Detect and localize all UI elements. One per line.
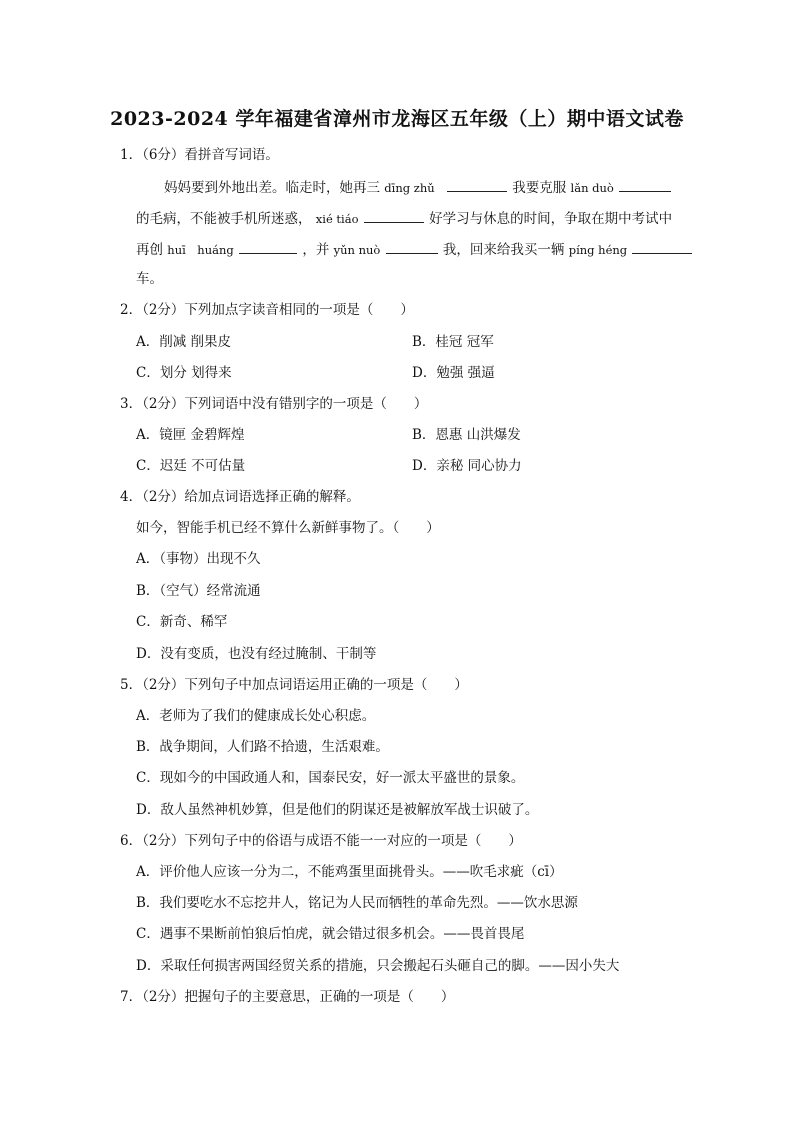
q1-text: 再创 bbox=[136, 242, 163, 258]
q4-option-b[interactable]: B．（空气）经常流通 bbox=[136, 583, 261, 599]
q1-text: 的毛病，不能被手机所迷惑， bbox=[136, 211, 312, 227]
question-4-stem: 4．（2分）给加点词语选择正确的解释。 bbox=[120, 489, 360, 505]
pinyin-dingzhu: dīng zhǔ bbox=[384, 181, 435, 195]
q1-text: 妈妈要到外地出差。临走时，她再三 bbox=[164, 180, 380, 196]
q4-sentence: 如今，智能手机已经不算什么新鲜事物了。（ ） bbox=[136, 520, 440, 536]
q3-option-c[interactable]: C．迟廷 不可估量 bbox=[136, 458, 246, 474]
q1-text: 我，回来给我买一辆 bbox=[442, 242, 565, 258]
question-1-stem: 1．（6分）看拼音写词语。 bbox=[120, 147, 279, 163]
question-1-line-3 bbox=[136, 239, 693, 259]
answer-blank-3[interactable] bbox=[364, 208, 424, 223]
q2-option-c[interactable]: C．划分 划得来 bbox=[136, 365, 232, 381]
question-1-line-2 bbox=[136, 208, 672, 228]
page-title: 2023-2024 学年福建省漳州市龙海区五年级（上）期中语文试卷 bbox=[110, 108, 684, 130]
q5-option-c[interactable]: C．现如今的中国政通人和，国泰民安，好一派太平盛世的景象。 bbox=[136, 770, 525, 786]
q4-option-c[interactable]: C．新奇、稀罕 bbox=[136, 614, 228, 630]
pinyin-huihuang: huī huáng bbox=[167, 243, 234, 257]
q2-option-d[interactable]: D．勉强 强逼 bbox=[412, 365, 495, 381]
question-1-line-4: 车。 bbox=[136, 271, 163, 287]
answer-blank-6[interactable] bbox=[632, 239, 692, 254]
q2-option-b[interactable]: B．桂冠 冠军 bbox=[412, 334, 494, 350]
question-7-stem: 7．（2分）把握句子的主要意思，正确的一项是（ ） bbox=[120, 989, 455, 1005]
q6-option-d[interactable]: D．采取任何损害两国经贸关系的措施，只会搬起石头砸自己的脚。——因小失大 bbox=[136, 958, 620, 974]
answer-blank-2[interactable] bbox=[619, 177, 671, 192]
question-1-line-1 bbox=[164, 177, 672, 197]
question-3-stem: 3．（2分）下列词语中没有错别字的一项是（ ） bbox=[120, 396, 428, 412]
q5-option-d[interactable]: D．敌人虽然神机妙算，但是他们的阴谋还是被解放军战士识破了。 bbox=[136, 802, 539, 818]
q5-option-b[interactable]: B．战争期间，人们路不拾遗，生活艰难。 bbox=[136, 739, 389, 755]
pinyin-pingheng: píng héng bbox=[568, 243, 628, 257]
q4-option-a[interactable]: A．（事物）出现不久 bbox=[136, 551, 261, 567]
q6-option-c[interactable]: C．遇事不果断前怕狼后怕虎，就会错过很多机会。——畏首畏尾 bbox=[136, 926, 525, 942]
q1-text: 我要克服 bbox=[512, 180, 567, 196]
q3-option-a[interactable]: A．镜匣 金碧辉煌 bbox=[136, 427, 245, 443]
question-6-stem: 6．（2分）下列句子中的俗语与成语不能一一对应的一项是（ ） bbox=[120, 833, 522, 849]
q6-option-b[interactable]: B．我们要吃水不忘挖井人，铭记为人民而牺牲的革命先烈。——饮水思源 bbox=[136, 895, 578, 911]
pinyin-landuo: lǎn duò bbox=[570, 181, 614, 195]
answer-blank-4[interactable] bbox=[239, 239, 297, 254]
q3-option-d[interactable]: D．亲秘 同心协力 bbox=[412, 458, 522, 474]
answer-blank-1[interactable] bbox=[447, 177, 507, 192]
q5-option-a[interactable]: A．老师为了我们的健康成长处心积虑。 bbox=[136, 708, 376, 724]
answer-blank-5[interactable] bbox=[386, 239, 438, 254]
q1-text: 好学习与休息的时间，争取在期中考试中 bbox=[429, 211, 673, 227]
q1-text: ，并 bbox=[302, 242, 330, 258]
pinyin-xietiao: xié tiáo bbox=[315, 212, 359, 226]
pinyin-yunnuo: yǔn nuò bbox=[333, 243, 381, 257]
q6-option-a[interactable]: A．评价他人应该一分为二，不能鸡蛋里面挑骨头。——吹毛求疵（cī） bbox=[136, 864, 563, 880]
q4-option-d[interactable]: D．没有变质，也没有经过腌制、干制等 bbox=[136, 646, 377, 662]
question-2-stem: 2．（2分）下列加点字读音相同的一项是（ ） bbox=[120, 302, 414, 318]
q2-option-a[interactable]: A．削减 削果皮 bbox=[136, 334, 232, 350]
q3-option-b[interactable]: B．恩惠 山洪爆发 bbox=[412, 427, 521, 443]
question-5-stem: 5．（2分）下列句子中加点词语运用正确的一项是（ ） bbox=[120, 677, 468, 693]
